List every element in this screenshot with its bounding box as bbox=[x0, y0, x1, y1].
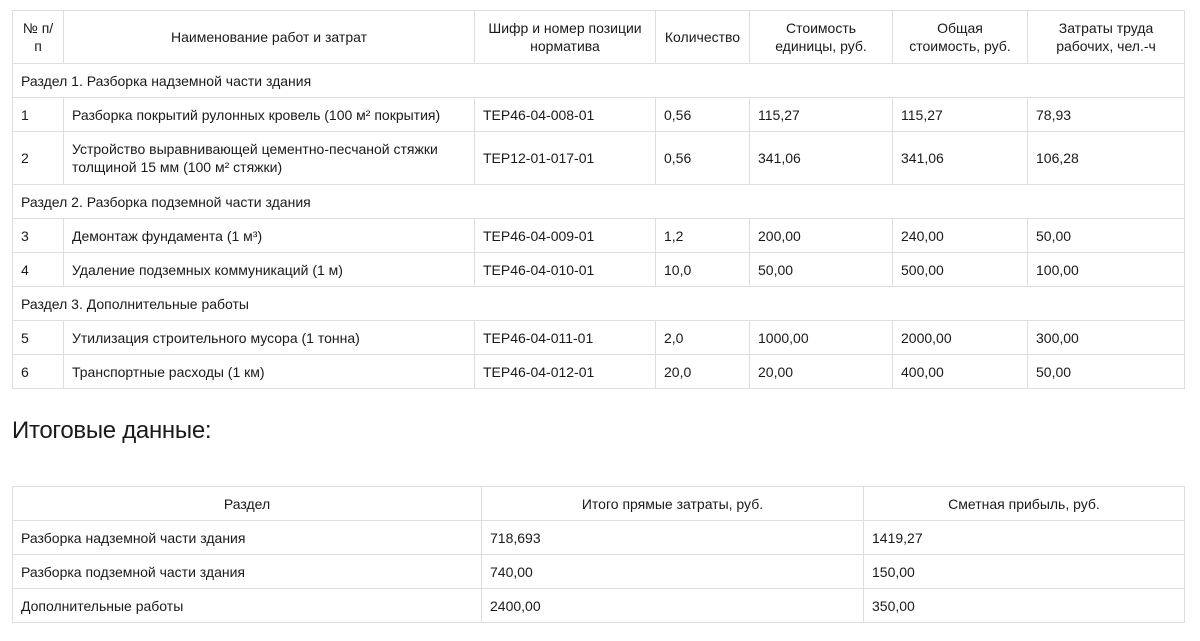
cell-labor: 50,00 bbox=[1028, 219, 1185, 253]
summary-cell-profit: 150,00 bbox=[864, 555, 1185, 589]
cell-qty: 0,56 bbox=[656, 132, 750, 185]
cell-code: ТЕР46-04-012-01 bbox=[475, 355, 656, 389]
cell-labor: 100,00 bbox=[1028, 253, 1185, 287]
section-row bbox=[13, 64, 1185, 98]
table-row bbox=[13, 321, 1185, 355]
cell-qty: 10,0 bbox=[656, 253, 750, 287]
cell-name: Демонтаж фундамента (1 м³) bbox=[64, 219, 475, 253]
cell-code: ТЕР46-04-008-01 bbox=[475, 98, 656, 132]
summary-row bbox=[13, 555, 1185, 589]
header-qty: Количество bbox=[656, 11, 750, 64]
cell-qty: 0,56 bbox=[656, 98, 750, 132]
cell-unit-cost: 1000,00 bbox=[750, 321, 893, 355]
summary-header-profit: Сметная прибыль, руб. bbox=[864, 487, 1185, 521]
header-unit-cost: Стоимость единицы, руб. bbox=[750, 11, 893, 64]
summary-cell-section: Разборка подземной части здания bbox=[13, 555, 482, 589]
cell-total-cost: 2000,00 bbox=[893, 321, 1028, 355]
cell-num: 4 bbox=[13, 253, 64, 287]
cell-total-cost: 341,06 bbox=[893, 132, 1028, 185]
cell-code: ТЕР46-04-009-01 bbox=[475, 219, 656, 253]
summary-cell-profit: 1419,27 bbox=[864, 521, 1185, 555]
summary-title: Итоговые данные: bbox=[12, 417, 212, 444]
cell-unit-cost: 200,00 bbox=[750, 219, 893, 253]
summary-cell-direct: 740,00 bbox=[482, 555, 864, 589]
cell-name: Транспортные расходы (1 км) bbox=[64, 355, 475, 389]
table-row bbox=[13, 253, 1185, 287]
section-title: Раздел 1. Разборка надземной части здания bbox=[13, 64, 1185, 98]
summary-cell-section: Разборка надземной части здания bbox=[13, 521, 482, 555]
summary-row bbox=[13, 521, 1185, 555]
cell-name: Утилизация строительного мусора (1 тонна) bbox=[64, 321, 475, 355]
cell-qty: 2,0 bbox=[656, 321, 750, 355]
cell-labor: 300,00 bbox=[1028, 321, 1185, 355]
cell-name: Устройство выравнивающей цементно-песчаной стяжки толщиной 15 мм (100 м² стяжки) bbox=[64, 132, 475, 185]
cell-num: 5 bbox=[13, 321, 64, 355]
estimate-table bbox=[12, 10, 1185, 389]
summary-table bbox=[12, 486, 1185, 623]
cell-labor: 78,93 bbox=[1028, 98, 1185, 132]
cell-num: 6 bbox=[13, 355, 64, 389]
cell-unit-cost: 20,00 bbox=[750, 355, 893, 389]
table-row bbox=[13, 98, 1185, 132]
cell-code: ТЕР46-04-010-01 bbox=[475, 253, 656, 287]
section-row bbox=[13, 287, 1185, 321]
summary-row bbox=[13, 589, 1185, 623]
table-row bbox=[13, 355, 1185, 389]
summary-header-section: Раздел bbox=[13, 487, 482, 521]
cell-num: 2 bbox=[13, 132, 64, 185]
table-row bbox=[13, 219, 1185, 253]
cell-unit-cost: 50,00 bbox=[750, 253, 893, 287]
section-title: Раздел 3. Дополнительные работы bbox=[13, 287, 1185, 321]
header-labor: Затраты труда рабочих, чел.-ч bbox=[1028, 11, 1185, 64]
cell-name: Удаление подземных коммуникаций (1 м) bbox=[64, 253, 475, 287]
cell-num: 3 bbox=[13, 219, 64, 253]
header-total-cost: Общая стоимость, руб. bbox=[893, 11, 1028, 64]
header-name: Наименование работ и затрат bbox=[64, 11, 475, 64]
section-title: Раздел 2. Разборка подземной части здания bbox=[13, 185, 1185, 219]
summary-cell-section: Дополнительные работы bbox=[13, 589, 482, 623]
header-code: Шифр и номер позиции норматива bbox=[475, 11, 656, 64]
cell-labor: 106,28 bbox=[1028, 132, 1185, 185]
header-num: № п/п bbox=[13, 11, 64, 64]
cell-total-cost: 115,27 bbox=[893, 98, 1028, 132]
summary-header-direct: Итого прямые затраты, руб. bbox=[482, 487, 864, 521]
cell-code: ТЕР12-01-017-01 bbox=[475, 132, 656, 185]
table-row bbox=[13, 132, 1185, 185]
cell-total-cost: 500,00 bbox=[893, 253, 1028, 287]
summary-header-row bbox=[13, 487, 1185, 521]
cell-qty: 1,2 bbox=[656, 219, 750, 253]
cell-name: Разборка покрытий рулонных кровель (100 м² покрытия) bbox=[64, 98, 475, 132]
summary-cell-profit: 350,00 bbox=[864, 589, 1185, 623]
cell-total-cost: 400,00 bbox=[893, 355, 1028, 389]
summary-cell-direct: 718,693 bbox=[482, 521, 864, 555]
section-row bbox=[13, 185, 1185, 219]
cell-unit-cost: 341,06 bbox=[750, 132, 893, 185]
cell-qty: 20,0 bbox=[656, 355, 750, 389]
cell-labor: 50,00 bbox=[1028, 355, 1185, 389]
summary-cell-direct: 2400,00 bbox=[482, 589, 864, 623]
cell-unit-cost: 115,27 bbox=[750, 98, 893, 132]
cell-code: ТЕР46-04-011-01 bbox=[475, 321, 656, 355]
cell-total-cost: 240,00 bbox=[893, 219, 1028, 253]
cell-num: 1 bbox=[13, 98, 64, 132]
table-header-row bbox=[13, 11, 1185, 64]
